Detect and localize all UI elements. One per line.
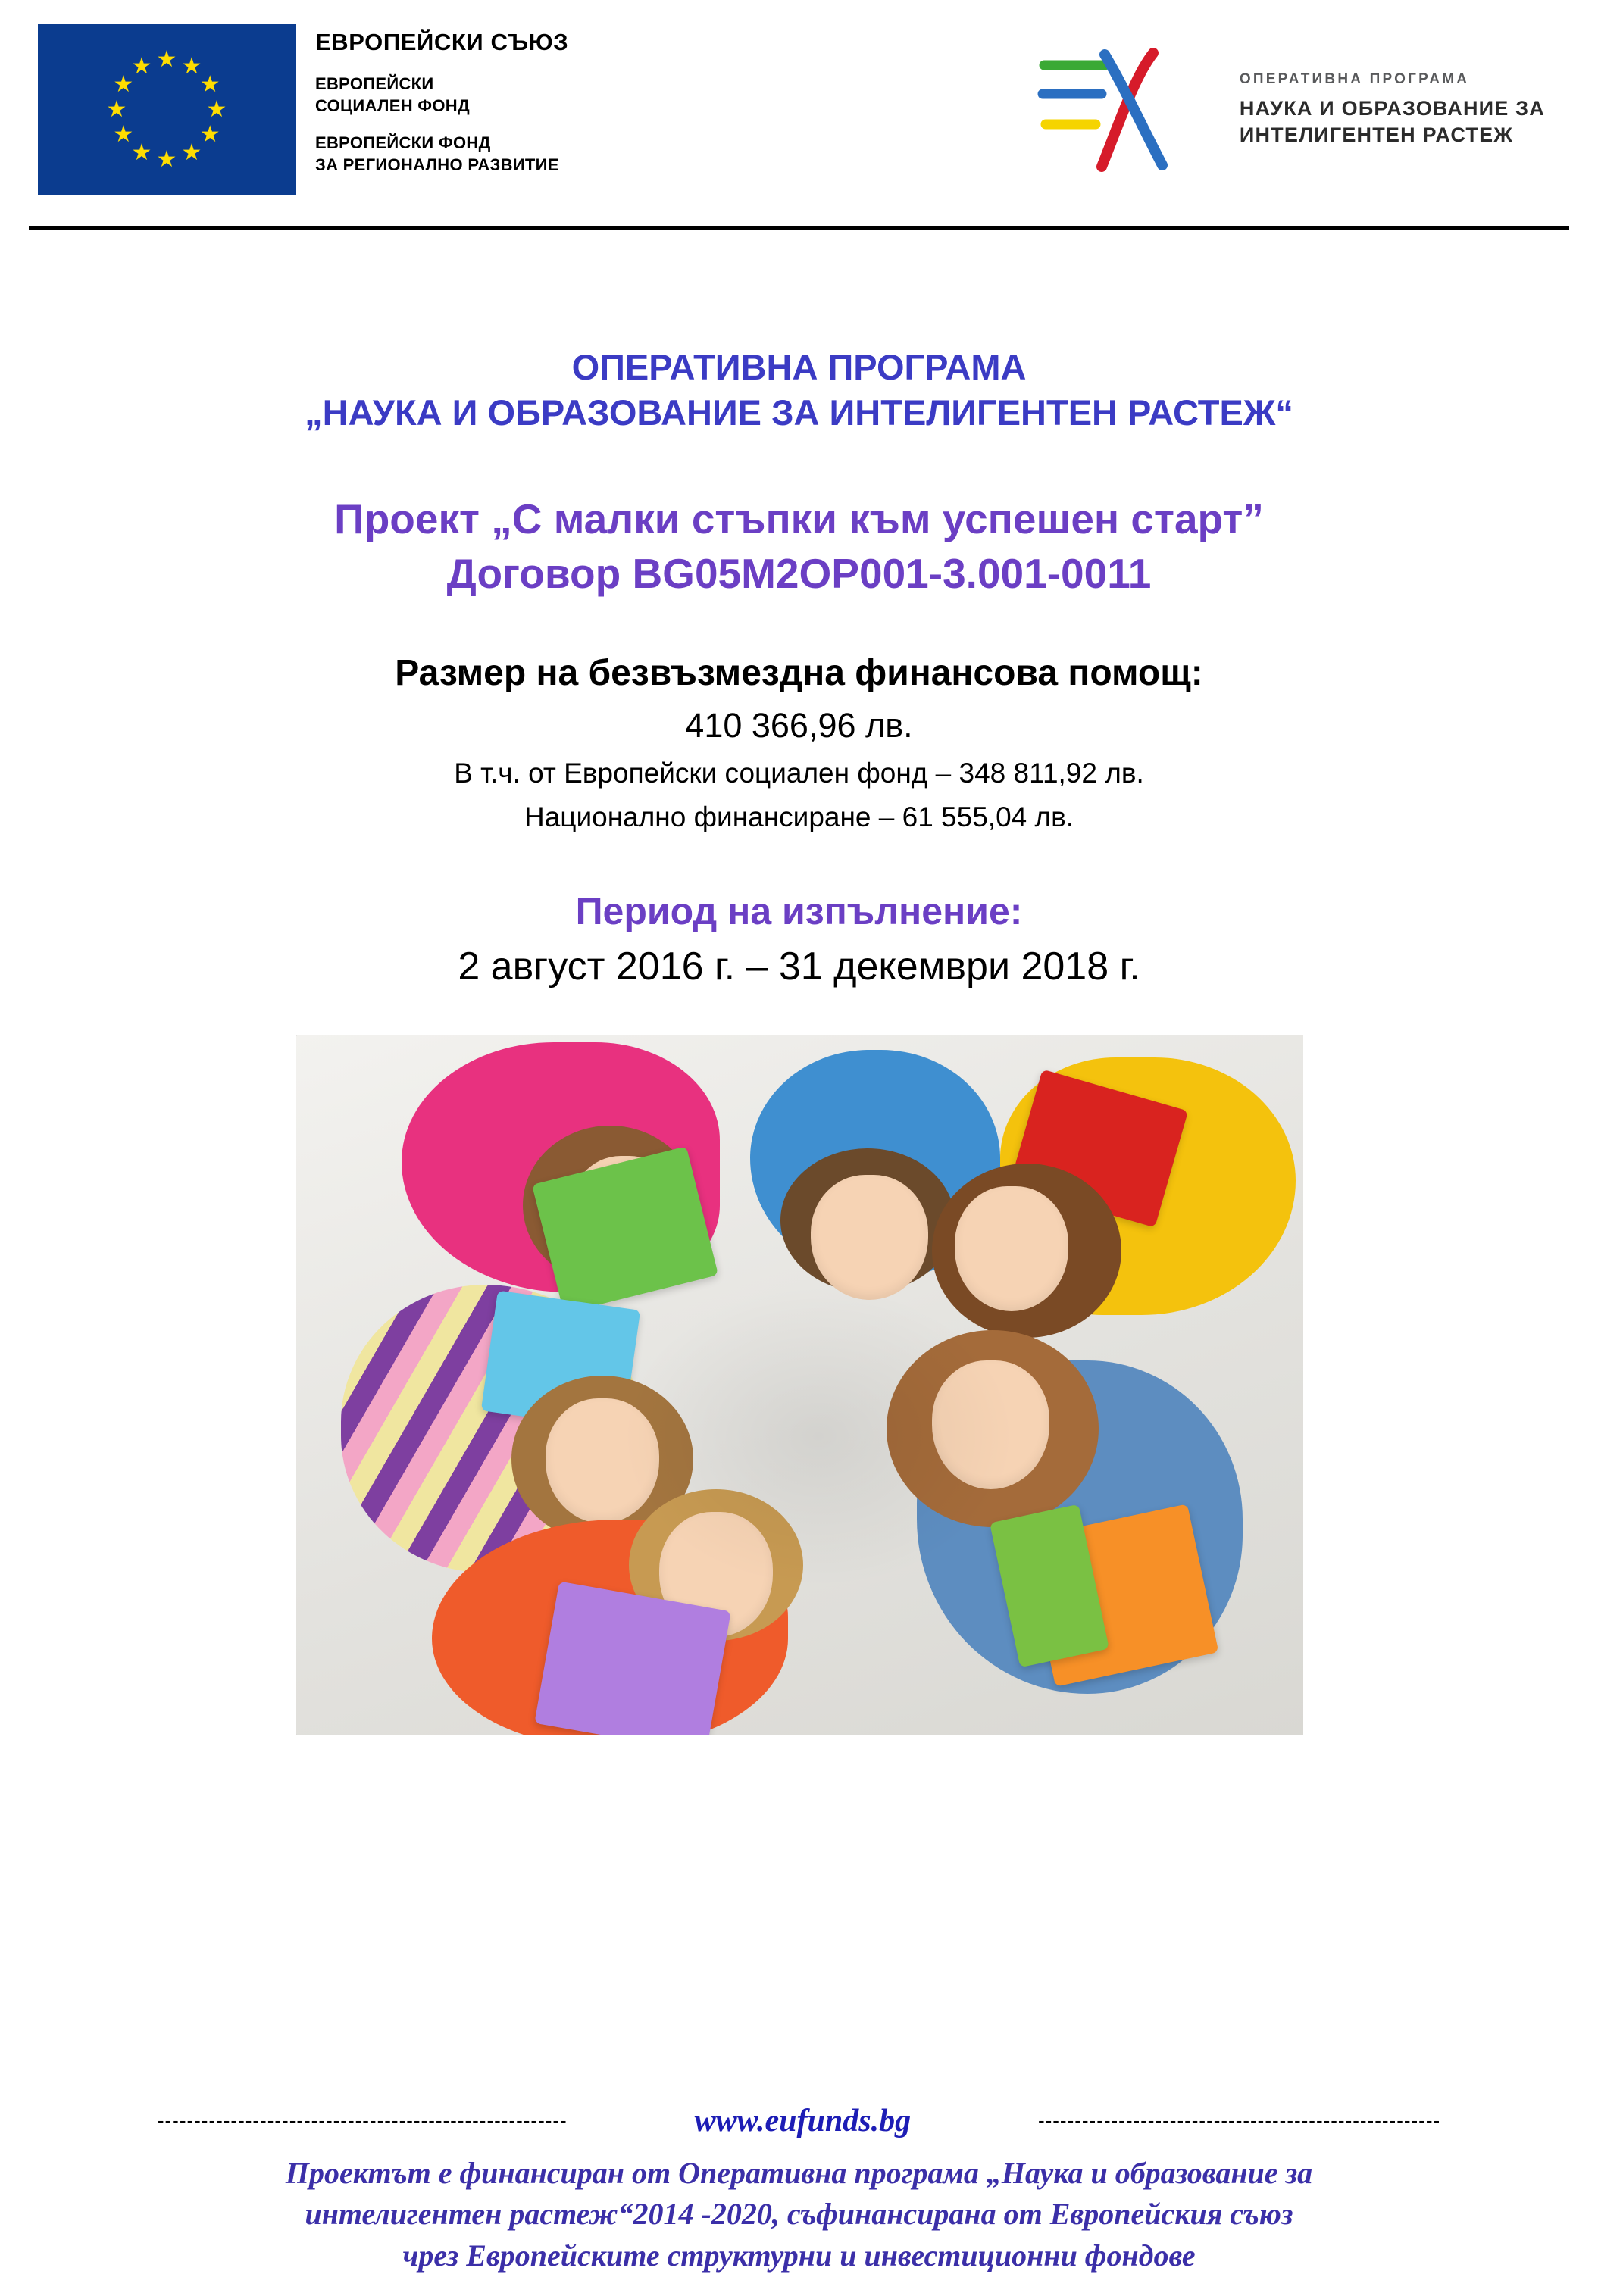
grant-national-amount: Национално финансиране – 61 555,04 лв. [524,801,1074,833]
eu-star-icon: ★ [131,53,152,79]
op-name-line1: НАУКА И ОБРАЗОВАНИЕ ЗА [1239,97,1545,120]
eu-fund-esf-line1: ЕВРОПЕЙСКИ [315,74,434,93]
eu-star-icon: ★ [113,72,134,97]
grant-esf-amount: В т.ч. от Европейски социален фонд – 348 811,92 лв. [454,758,1144,789]
eu-emblem-block [38,24,568,195]
document-footer [0,2103,1598,2276]
footer-note [0,2153,1598,2276]
eu-star-icon: ★ [181,140,202,166]
eu-star-icon: ★ [181,53,202,79]
eu-star-icon: ★ [199,72,220,97]
footer-note-line1: Проектът е финансиран от Оперативна програма „Наука и образование за [285,2155,1313,2190]
grant-total-amount: 410 366,96 лв. [685,706,913,745]
footer-note-line3: чрез Европейските структурни и инвестиционни фондове [402,2238,1196,2273]
eu-fund-erdf-line1: ЕВРОПЕЙСКИ ФОНД [315,133,491,153]
eu-star-icon: ★ [131,140,152,166]
eu-fund-erdf [315,132,568,176]
footer-dashes-left: -------------------------------------------------------- [157,2109,568,2132]
children-photo [296,1035,1303,1735]
footer-note-line2: интелигентен растеж“2014 -2020, съфинансирана от Европейския съюз [305,2197,1293,2232]
project-title [45,492,1553,601]
op-logo-text [1240,45,1545,148]
period-heading: Период на изпълнение: [575,890,1023,933]
eu-star-icon: ★ [113,122,134,147]
op-swoosh-icon [1029,45,1218,174]
eu-fund-erdf-line2: ЗА РЕГИОНАЛНО РАЗВИТИЕ [315,155,559,175]
eu-star-icon: ★ [206,97,227,122]
face-child-yellow [955,1186,1068,1311]
face-child-blue [811,1175,928,1300]
op-small-label: ОПЕРАТИВНА ПРОГРАМА [1239,71,1470,87]
header-divider [29,226,1569,230]
eu-star-icon: ★ [156,147,177,172]
footer-url-line [0,2103,1598,2139]
eu-fund-esf-line2: СОЦИАЛЕН ФОНД [315,96,470,116]
eu-star-icon: ★ [156,47,177,72]
op-logo-block [1029,45,1545,174]
program-title-line2: „НАУКА И ОБРАЗОВАНИЕ ЗА ИНТЕЛИГЕНТЕН РАСТЕЖ“ [305,392,1293,433]
eu-title: ЕВРОПЕЙСКИ СЪЮЗ [315,29,569,55]
op-name-line2: ИНТЕЛИГЕНТЕН РАСТЕЖ [1239,123,1513,146]
footer-url-link[interactable]: www.eufunds.bg [694,2103,912,2138]
eu-emblem-text [315,24,568,176]
project-contract-number: Договор BG05M2OP001-3.001-0011 [446,549,1152,597]
document-body [0,345,1598,1735]
footer-dashes-right: ------------------------------------------------------- [1037,2109,1441,2132]
period-dates: 2 август 2016 г. – 31 декември 2018 г. [458,945,1140,989]
program-title [45,345,1553,436]
eu-star-icon: ★ [199,122,220,147]
document-header [0,0,1598,227]
project-title-line1: Проект „С малки стъпки към успешен старт” [334,495,1264,543]
eu-flag-icon [38,24,296,195]
eu-star-icon: ★ [106,97,127,122]
photo-center-shadow [621,1285,1015,1588]
eu-fund-esf [315,73,568,117]
program-title-line1: ОПЕРАТИВНА ПРОГРАМА [571,347,1027,387]
grant-heading: Размер на безвъзмездна финансова помощ: [395,653,1203,694]
